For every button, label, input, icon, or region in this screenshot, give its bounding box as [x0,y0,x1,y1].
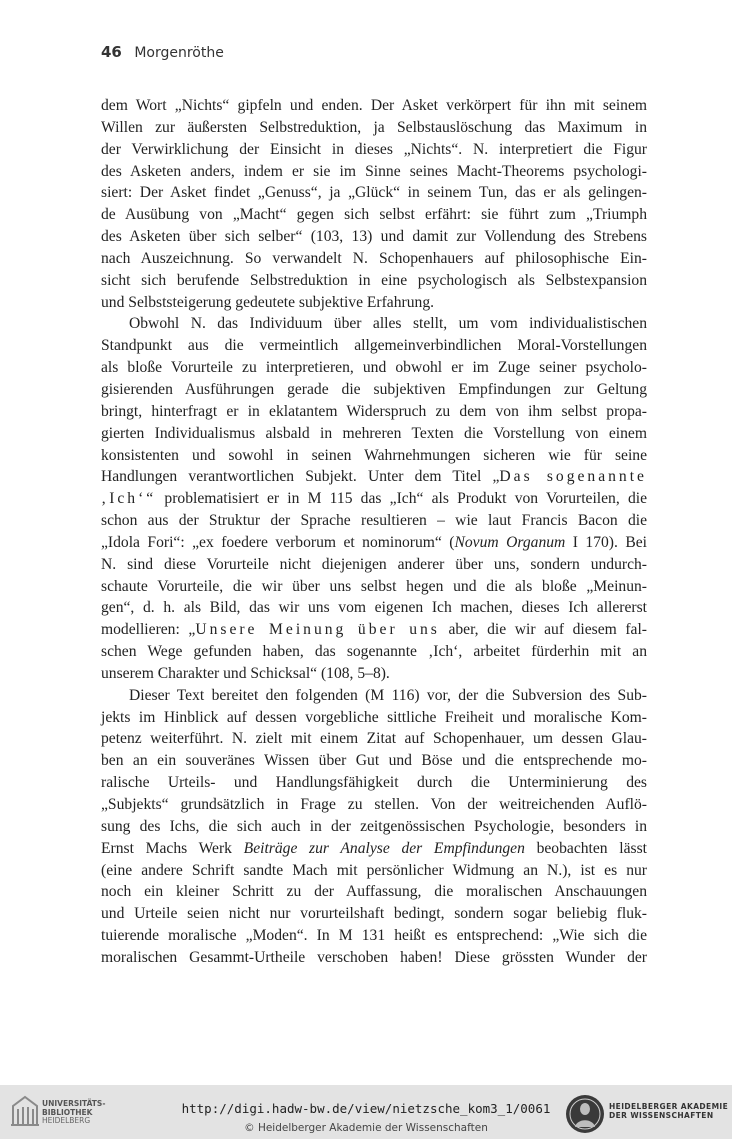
text-line [101,685,647,707]
academy-name-line: DER WISSENSCHAFTEN [609,1111,714,1120]
text-segment: Willen zur äußersten Selbstreduktion, ja Selbstauslöschung das Maximum in [101,118,647,136]
text-line [101,510,647,532]
text-segment: gierten Individualismus alsbald in mehreren Texten die Vorstellung von einem [101,424,647,442]
text-segment: ralische Urteils- und Handlungsfähigkeit durch die Unterminierung des [101,774,647,792]
text-segment: moralischen Gesammt-Urtheile verschoben haben! Diese grössten Wunder der [101,948,647,966]
text-segment: des Asketen anders, indem er sie im Sinne seines Macht-Theorems psychologi- [101,162,647,180]
text-line [101,292,647,314]
academy-seal-icon [565,1094,605,1134]
text-line [101,554,647,576]
text-segment: de Ausübung von „Macht“ gegen sich selbst erfährt: sie führt zum „Triumph [101,206,647,224]
text-segment: dem Wort „Nichts“ gipfeln und enden. Der Asket verkörpert für ihn mit seinem [101,97,647,114]
text-line [101,161,647,183]
text-line [101,423,647,445]
text-line [101,816,647,838]
running-head [101,43,224,61]
spaced-emphasis: ‚Ich‘“ [101,490,157,508]
text-segment: aber, die wir auf diesem fal- [439,621,647,639]
running-title: Morgenröthe [134,45,224,61]
text-line [101,401,647,423]
text-segment: gen“, d. h. als Bild, das wir uns vom eigenen Ich machen, dieses Ich allererst [101,599,647,617]
body-text [101,95,647,969]
text-line [101,532,647,554]
text-segment: „Idola Fori“: „ex foedere verborum et nominorum“ ( [101,533,455,551]
text-segment: tuierende moralische „Moden“. In M 131 heißt es entsprechend: „Wie sich die [101,927,647,945]
text-segment: als bloße Vorurteile zu interpretieren, und obwohl er im Zuge seiner psycholo- [101,359,647,377]
text-line [101,445,647,467]
italic-title: Novum Organum [454,533,566,551]
text-line [101,728,647,750]
text-line [101,117,647,139]
text-segment: nach Auszeichnung. So verwandelt N. Schopenhauers auf philosophische Ein- [101,249,647,267]
text-line [101,750,647,772]
text-line [101,576,647,598]
text-segment: Standpunkt aus die vermeintlich allgemeinverbindlichen Moral-Vorstellungen [101,337,647,355]
text-line [101,313,647,335]
text-segment: (eine andere Schrift sandte Mach mit persönlicher Widmung an N.), ist es nur [101,861,647,879]
text-segment: konsistenten und sowohl in seinen Wahrnehmungen sicheren wie für seine [101,446,647,464]
copyright-notice: © Heidelberger Akademie der Wissenschaften [244,1122,488,1134]
text-segment: modellieren: „ [101,621,196,639]
text-line [101,139,647,161]
spaced-emphasis: Das sogenannte [499,468,647,486]
text-segment: siert: Der Asket findet „Genuss“, ja „Glück“ in seinem Tun, das er als gelingen- [101,184,647,202]
text-line [101,466,647,488]
text-segment: problematisiert er in M 115 das „Ich“ als Produkt von Vorurteilen, die [156,490,647,508]
text-line [101,860,647,882]
text-line [101,597,647,619]
text-line [101,925,647,947]
text-segment: der Verwirklichung der Einsicht in dieses „Nichts“. N. interpretiert die Figur [101,140,647,158]
text-line [101,707,647,729]
text-segment: sicht sich berufende Selbstreduktion in eine psychologisch als Selbstexpansion [101,271,647,289]
text-segment: unserem Charakter und Schicksal“ (108, 5–8). [101,664,390,682]
text-segment: Obwohl N. das Individuum über alles stellt, um vom individualistischen [129,315,647,333]
text-line [101,335,647,357]
library-name-line: BIBLIOTHEK [42,1107,93,1117]
italic-title: Beiträge zur Analyse der Empfindungen [243,839,525,857]
text-segment: Dieser Text bereitet den folgenden (M 116) vor, der die Subversion des Sub- [129,686,647,704]
text-line [101,794,647,816]
text-segment: jekts im Hinblick auf dessen vorgebliche sittliche Freiheit und moralische Kom- [101,708,647,726]
text-line [101,903,647,925]
academy-name [609,1102,728,1120]
text-line [101,270,647,292]
text-line [101,947,647,969]
footer-bar [0,1085,732,1139]
text-segment: „Subjekts“ grundsätzlich in Frage zu stellen. Von der weitreichenden Auflö- [101,796,647,813]
library-city: HEIDELBERG [42,1116,91,1125]
source-url-link[interactable]: http://digi.hadw-bw.de/view/nietzsche_kom3_1/0061 [181,1101,551,1116]
text-segment: schon aus der Struktur der Sprache resultieren – wie laut Francis Bacon die [101,512,647,530]
text-segment: schaute Vorurteile, die wir über uns selbst hegen und die als bloße „Meinun- [101,577,647,595]
text-line [101,881,647,903]
spaced-emphasis: Unsere Meinung über uns [195,621,440,639]
text-segment: ben an ein souveränes Wissen über Gut und Böse und die entsprechende mo- [101,752,647,770]
text-segment: und Selbststeigerung gedeutete subjektive Erfahrung. [101,293,435,311]
academy-name-line: HEIDELBERGER AKADEMIE [609,1102,729,1111]
text-segment: beobachten lässt [524,839,647,857]
text-line [101,379,647,401]
text-line [101,357,647,379]
text-segment: schen Wege gefunden haben, das sogenannte ‚Ich‘, arbeitet fürderhin mit an [101,643,647,661]
text-line [101,226,647,248]
text-segment: noch ein kleiner Schritt zu der Auffassung, die moralischen Anschauungen [101,883,647,901]
page-number: 46 [101,43,122,61]
text-segment: des Asketen über sich selber“ (103, 13) und damit zur Vollendung des Strebens [101,228,647,246]
text-segment: und Urteile seien nicht nur vorurteilshaft bedingt, sondern sogar beliebig fluk- [101,905,647,923]
text-segment: Handlungen verantwortlichen Subjekt. Unter dem Titel „ [101,468,500,486]
text-segment: I 170). Bei [565,533,647,551]
text-line [101,838,647,860]
text-line [101,772,647,794]
text-segment: gisierenden Ausführungen gerade die subjektiven Empfindungen zur Geltung [101,380,647,398]
text-segment: N. sind diese Vorurteile nicht diejenigen anderer über uns, sondern undurch- [101,555,647,573]
text-line [101,641,647,663]
text-line [101,95,647,117]
text-segment: Ernst Machs Werk [101,839,244,857]
text-segment: bringt, hinterfragt er in eklatantem Widerspruch zu dem von ihm selbst propa- [101,402,647,420]
library-name-line: UNIVERSITÄTS- [42,1099,106,1108]
text-line [101,619,647,641]
text-segment: petenz weiterführt. N. zielt mit einem Zitat auf Schopenhauer, um dessen Glau- [101,730,647,748]
text-line [101,182,647,204]
text-line [101,663,647,685]
text-segment: sung des Ichs, die sich auch in der zeitgenössischen Psychologie, besonders in [101,817,647,835]
text-line [101,488,647,510]
text-line [101,204,647,226]
text-line [101,248,647,270]
